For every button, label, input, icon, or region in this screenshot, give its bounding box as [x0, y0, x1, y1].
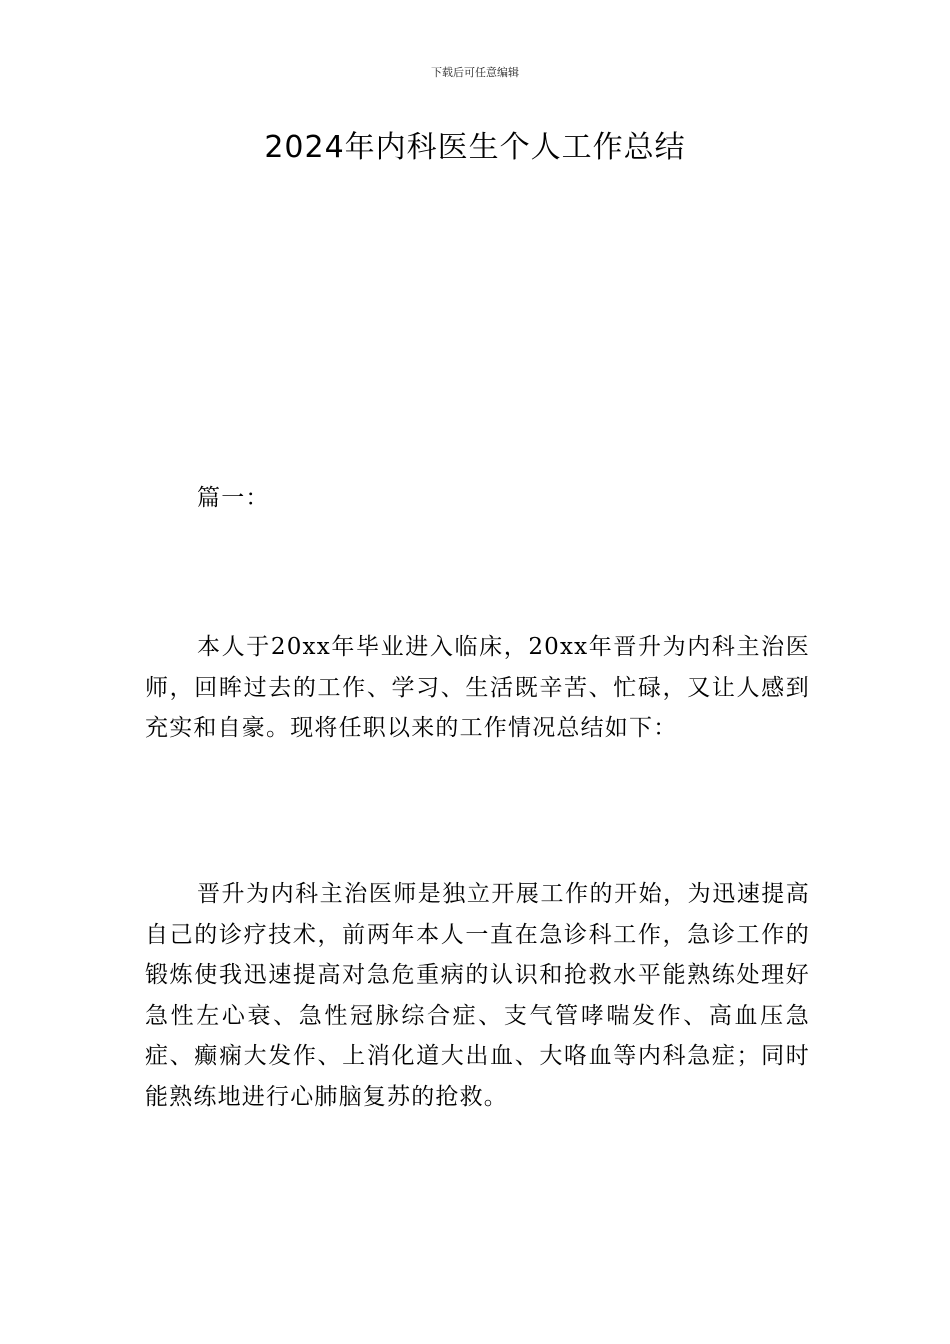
header-note: 下载后可任意编辑: [431, 66, 519, 79]
document-title: 2024年内科医生个人工作总结: [264, 130, 686, 165]
section-heading: 篇一：: [197, 485, 270, 511]
paragraph-intro: 本人于20xx年毕业进入临床，20xx年晋升为内科主治医师，回眸过去的工作、学习、生活既辛苦、忙碌，又让人感到充实和自豪。现将任职以来的工作情况总结如下：: [145, 634, 810, 741]
paragraph-emergency-work: 晋升为内科主治医师是独立开展工作的开始，为迅速提高自己的诊疗技术，前两年本人一直在急诊科工作，急诊工作的锻炼使我迅速提高对急危重病的认识和抢救水平能熟练处理好急性左心衰、急性冠脉综合症、支气管哮喘发作、高血压急症、癫痫大发作、上消化道大出血、大咯血等内科急症；同时能熟练地进行心肺脑复苏的抢救。: [145, 881, 810, 1110]
